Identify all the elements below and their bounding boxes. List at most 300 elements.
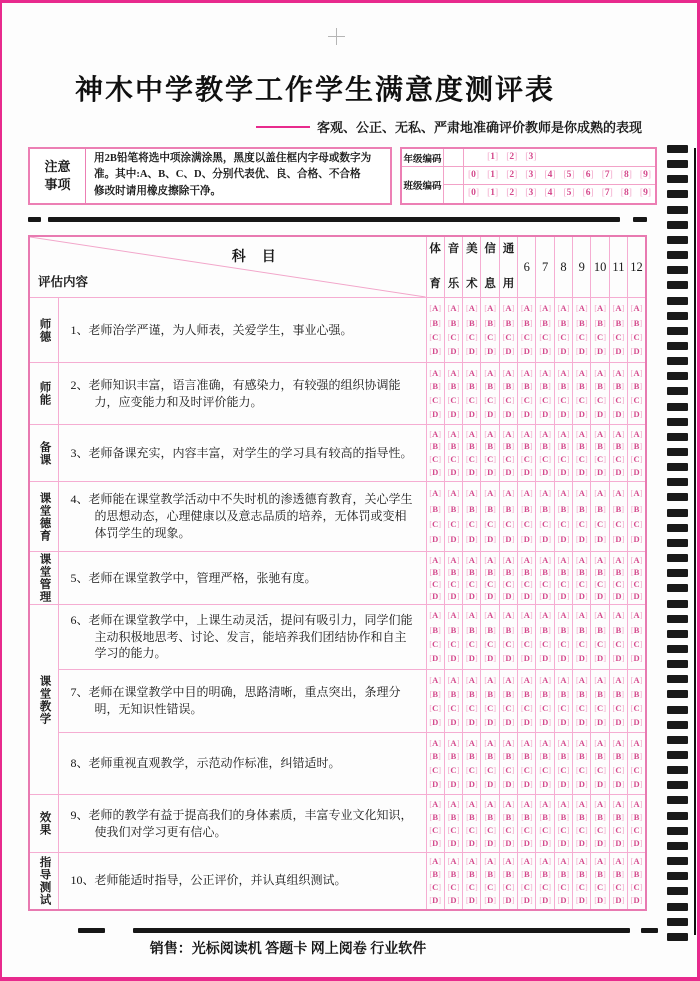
- answer-bubble-A[interactable]: [ A ]: [521, 369, 533, 378]
- answer-bubble-A[interactable]: [ A ]: [558, 611, 570, 620]
- answer-bubble-A[interactable]: [ A ]: [484, 800, 496, 809]
- answer-bubble-A[interactable]: [ A ]: [484, 857, 496, 866]
- answer-bubble-B[interactable]: [ B ]: [613, 442, 624, 451]
- answer-bubble-C[interactable]: [ C ]: [576, 580, 588, 589]
- answer-bubble-D[interactable]: [ D ]: [558, 535, 570, 544]
- answer-bubble-A[interactable]: [ A ]: [631, 369, 643, 378]
- answer-bubble-B[interactable]: [ B ]: [503, 382, 514, 391]
- answer-bubble-D[interactable]: [ D ]: [558, 468, 570, 477]
- answer-bubble-A[interactable]: [ A ]: [539, 800, 551, 809]
- answer-bubble-D[interactable]: [ D ]: [631, 780, 643, 789]
- answer-bubble-C[interactable]: [ C ]: [631, 520, 643, 529]
- answer-bubble-D[interactable]: [ D ]: [576, 592, 588, 601]
- answer-bubble-D[interactable]: [ D ]: [466, 592, 478, 601]
- answer-bubble-B[interactable]: [ B ]: [576, 752, 587, 761]
- answer-bubble-D[interactable]: [ D ]: [631, 535, 643, 544]
- answer-bubble-C[interactable]: [ C ]: [613, 640, 625, 649]
- answer-bubble-C[interactable]: [ C ]: [466, 333, 478, 342]
- answer-bubble-C[interactable]: [ C ]: [429, 883, 441, 892]
- answer-bubble-B[interactable]: [ B ]: [484, 568, 495, 577]
- answer-bubble-B[interactable]: [ B ]: [558, 870, 569, 879]
- grade-bubble-2[interactable]: [ 2 ]: [506, 153, 517, 163]
- answer-bubble-A[interactable]: [ A ]: [576, 611, 588, 620]
- answer-bubble-D[interactable]: [ D ]: [503, 468, 515, 477]
- answer-bubble-A[interactable]: [ A ]: [539, 676, 551, 685]
- answer-bubble-B[interactable]: [ B ]: [503, 870, 514, 879]
- answer-bubble-C[interactable]: [ C ]: [631, 826, 643, 835]
- answer-bubble-A[interactable]: [ A ]: [466, 369, 478, 378]
- answer-bubble-B[interactable]: [ B ]: [631, 382, 642, 391]
- answer-bubble-A[interactable]: [ A ]: [503, 611, 515, 620]
- class-bubble-6[interactable]: [ 6 ]: [583, 189, 594, 199]
- answer-bubble-B[interactable]: [ B ]: [594, 813, 605, 822]
- answer-bubble-D[interactable]: [ D ]: [631, 718, 643, 727]
- answer-bubble-B[interactable]: [ B ]: [558, 442, 569, 451]
- answer-bubble-C[interactable]: [ C ]: [594, 704, 606, 713]
- answer-bubble-A[interactable]: [ A ]: [503, 430, 515, 439]
- answer-bubble-D[interactable]: [ D ]: [594, 839, 606, 848]
- answer-bubble-B[interactable]: [ B ]: [466, 442, 477, 451]
- answer-bubble-D[interactable]: [ D ]: [429, 535, 441, 544]
- answer-bubble-A[interactable]: [ A ]: [539, 430, 551, 439]
- answer-bubble-C[interactable]: [ C ]: [448, 580, 460, 589]
- answer-bubble-B[interactable]: [ B ]: [594, 870, 605, 879]
- answer-bubble-A[interactable]: [ A ]: [594, 430, 606, 439]
- answer-bubble-C[interactable]: [ C ]: [631, 455, 643, 464]
- answer-bubble-C[interactable]: [ C ]: [448, 333, 460, 342]
- answer-bubble-C[interactable]: [ C ]: [613, 766, 625, 775]
- answer-bubble-D[interactable]: [ D ]: [521, 347, 533, 356]
- answer-bubble-B[interactable]: [ B ]: [429, 813, 440, 822]
- answer-bubble-C[interactable]: [ C ]: [484, 704, 496, 713]
- answer-bubble-D[interactable]: [ D ]: [484, 654, 496, 663]
- answer-bubble-D[interactable]: [ D ]: [429, 718, 441, 727]
- answer-bubble-B[interactable]: [ B ]: [448, 690, 459, 699]
- answer-bubble-D[interactable]: [ D ]: [576, 347, 588, 356]
- answer-bubble-D[interactable]: [ D ]: [613, 535, 625, 544]
- answer-bubble-C[interactable]: [ C ]: [594, 333, 606, 342]
- answer-bubble-C[interactable]: [ C ]: [594, 520, 606, 529]
- class-bubble-7[interactable]: [ 7 ]: [602, 189, 613, 199]
- answer-bubble-B[interactable]: [ B ]: [539, 505, 550, 514]
- answer-bubble-D[interactable]: [ D ]: [521, 535, 533, 544]
- answer-bubble-B[interactable]: [ B ]: [576, 690, 587, 699]
- answer-bubble-A[interactable]: [ A ]: [466, 304, 478, 313]
- answer-bubble-D[interactable]: [ D ]: [503, 592, 515, 601]
- answer-bubble-B[interactable]: [ B ]: [539, 870, 550, 879]
- class-code-write-cell[interactable]: [444, 185, 464, 203]
- answer-bubble-D[interactable]: [ D ]: [466, 654, 478, 663]
- answer-bubble-B[interactable]: [ B ]: [429, 752, 440, 761]
- answer-bubble-A[interactable]: [ A ]: [539, 556, 551, 565]
- answer-bubble-C[interactable]: [ C ]: [613, 333, 625, 342]
- answer-bubble-D[interactable]: [ D ]: [631, 839, 643, 848]
- answer-bubble-B[interactable]: [ B ]: [576, 442, 587, 451]
- answer-bubble-A[interactable]: [ A ]: [448, 369, 460, 378]
- answer-bubble-A[interactable]: [ A ]: [448, 304, 460, 313]
- answer-bubble-C[interactable]: [ C ]: [539, 580, 551, 589]
- answer-bubble-A[interactable]: [ A ]: [429, 369, 441, 378]
- answer-bubble-D[interactable]: [ D ]: [521, 654, 533, 663]
- class-bubble-3[interactable]: [ 3 ]: [525, 171, 536, 181]
- answer-bubble-D[interactable]: [ D ]: [466, 468, 478, 477]
- answer-bubble-B[interactable]: [ B ]: [521, 870, 532, 879]
- answer-bubble-B[interactable]: [ B ]: [503, 813, 514, 822]
- answer-bubble-D[interactable]: [ D ]: [594, 780, 606, 789]
- answer-bubble-C[interactable]: [ C ]: [558, 580, 570, 589]
- answer-bubble-D[interactable]: [ D ]: [466, 347, 478, 356]
- answer-bubble-B[interactable]: [ B ]: [503, 568, 514, 577]
- answer-bubble-A[interactable]: [ A ]: [466, 556, 478, 565]
- answer-bubble-D[interactable]: [ D ]: [429, 468, 441, 477]
- answer-bubble-D[interactable]: [ D ]: [448, 347, 460, 356]
- answer-bubble-B[interactable]: [ B ]: [484, 870, 495, 879]
- answer-bubble-D[interactable]: [ D ]: [429, 839, 441, 848]
- answer-bubble-C[interactable]: [ C ]: [539, 640, 551, 649]
- answer-bubble-C[interactable]: [ C ]: [484, 766, 496, 775]
- answer-bubble-B[interactable]: [ B ]: [594, 626, 605, 635]
- answer-bubble-A[interactable]: [ A ]: [613, 611, 625, 620]
- answer-bubble-C[interactable]: [ C ]: [503, 704, 515, 713]
- answer-bubble-B[interactable]: [ B ]: [539, 442, 550, 451]
- answer-bubble-B[interactable]: [ B ]: [484, 626, 495, 635]
- answer-bubble-D[interactable]: [ D ]: [448, 839, 460, 848]
- answer-bubble-D[interactable]: [ D ]: [558, 347, 570, 356]
- answer-bubble-B[interactable]: [ B ]: [521, 442, 532, 451]
- answer-bubble-B[interactable]: [ B ]: [484, 505, 495, 514]
- answer-bubble-B[interactable]: [ B ]: [539, 752, 550, 761]
- answer-bubble-C[interactable]: [ C ]: [594, 766, 606, 775]
- answer-bubble-C[interactable]: [ C ]: [539, 333, 551, 342]
- answer-bubble-B[interactable]: [ B ]: [521, 626, 532, 635]
- answer-bubble-D[interactable]: [ D ]: [631, 654, 643, 663]
- answer-bubble-A[interactable]: [ A ]: [539, 739, 551, 748]
- answer-bubble-C[interactable]: [ C ]: [521, 520, 533, 529]
- answer-bubble-B[interactable]: [ B ]: [558, 626, 569, 635]
- answer-bubble-A[interactable]: [ A ]: [484, 739, 496, 748]
- answer-bubble-C[interactable]: [ C ]: [594, 580, 606, 589]
- answer-bubble-D[interactable]: [ D ]: [448, 780, 460, 789]
- answer-bubble-B[interactable]: [ B ]: [594, 382, 605, 391]
- answer-bubble-D[interactable]: [ D ]: [448, 654, 460, 663]
- answer-bubble-D[interactable]: [ D ]: [429, 410, 441, 419]
- answer-bubble-C[interactable]: [ C ]: [466, 520, 478, 529]
- answer-bubble-D[interactable]: [ D ]: [448, 718, 460, 727]
- answer-bubble-D[interactable]: [ D ]: [558, 592, 570, 601]
- answer-bubble-B[interactable]: [ B ]: [613, 568, 624, 577]
- answer-bubble-C[interactable]: [ C ]: [448, 455, 460, 464]
- answer-bubble-D[interactable]: [ D ]: [503, 410, 515, 419]
- answer-bubble-C[interactable]: [ C ]: [594, 455, 606, 464]
- answer-bubble-C[interactable]: [ C ]: [521, 580, 533, 589]
- answer-bubble-B[interactable]: [ B ]: [466, 319, 477, 328]
- answer-bubble-D[interactable]: [ D ]: [484, 468, 496, 477]
- answer-bubble-B[interactable]: [ B ]: [466, 568, 477, 577]
- answer-bubble-A[interactable]: [ A ]: [521, 556, 533, 565]
- answer-bubble-A[interactable]: [ A ]: [503, 369, 515, 378]
- answer-bubble-D[interactable]: [ D ]: [521, 410, 533, 419]
- answer-bubble-A[interactable]: [ A ]: [429, 676, 441, 685]
- answer-bubble-B[interactable]: [ B ]: [558, 319, 569, 328]
- answer-bubble-A[interactable]: [ A ]: [631, 304, 643, 313]
- answer-bubble-C[interactable]: [ C ]: [484, 580, 496, 589]
- answer-bubble-D[interactable]: [ D ]: [558, 410, 570, 419]
- answer-bubble-C[interactable]: [ C ]: [484, 826, 496, 835]
- answer-bubble-A[interactable]: [ A ]: [503, 800, 515, 809]
- class-bubble-2[interactable]: [ 2 ]: [506, 189, 517, 199]
- answer-bubble-A[interactable]: [ A ]: [521, 489, 533, 498]
- answer-bubble-B[interactable]: [ B ]: [484, 752, 495, 761]
- answer-bubble-A[interactable]: [ A ]: [558, 857, 570, 866]
- answer-bubble-A[interactable]: [ A ]: [429, 739, 441, 748]
- answer-bubble-B[interactable]: [ B ]: [521, 505, 532, 514]
- answer-bubble-D[interactable]: [ D ]: [613, 718, 625, 727]
- answer-bubble-B[interactable]: [ B ]: [613, 813, 624, 822]
- answer-bubble-C[interactable]: [ C ]: [466, 826, 478, 835]
- answer-bubble-D[interactable]: [ D ]: [558, 718, 570, 727]
- answer-bubble-C[interactable]: [ C ]: [503, 396, 515, 405]
- answer-bubble-A[interactable]: [ A ]: [503, 857, 515, 866]
- answer-bubble-A[interactable]: [ A ]: [429, 430, 441, 439]
- answer-bubble-D[interactable]: [ D ]: [466, 780, 478, 789]
- answer-bubble-C[interactable]: [ C ]: [558, 883, 570, 892]
- answer-bubble-C[interactable]: [ C ]: [558, 520, 570, 529]
- answer-bubble-C[interactable]: [ C ]: [594, 640, 606, 649]
- answer-bubble-C[interactable]: [ C ]: [466, 883, 478, 892]
- answer-bubble-D[interactable]: [ D ]: [521, 592, 533, 601]
- answer-bubble-D[interactable]: [ D ]: [484, 410, 496, 419]
- answer-bubble-C[interactable]: [ C ]: [521, 396, 533, 405]
- answer-bubble-B[interactable]: [ B ]: [558, 568, 569, 577]
- answer-bubble-A[interactable]: [ A ]: [521, 676, 533, 685]
- answer-bubble-D[interactable]: [ D ]: [448, 896, 460, 905]
- answer-bubble-A[interactable]: [ A ]: [448, 739, 460, 748]
- answer-bubble-B[interactable]: [ B ]: [631, 690, 642, 699]
- answer-bubble-C[interactable]: [ C ]: [521, 333, 533, 342]
- answer-bubble-A[interactable]: [ A ]: [631, 739, 643, 748]
- answer-bubble-C[interactable]: [ C ]: [521, 826, 533, 835]
- answer-bubble-D[interactable]: [ D ]: [576, 718, 588, 727]
- class-bubble-8[interactable]: [ 8 ]: [621, 171, 632, 181]
- answer-bubble-C[interactable]: [ C ]: [594, 396, 606, 405]
- answer-bubble-A[interactable]: [ A ]: [558, 556, 570, 565]
- answer-bubble-B[interactable]: [ B ]: [448, 752, 459, 761]
- answer-bubble-A[interactable]: [ A ]: [521, 430, 533, 439]
- answer-bubble-B[interactable]: [ B ]: [429, 568, 440, 577]
- answer-bubble-C[interactable]: [ C ]: [539, 396, 551, 405]
- answer-bubble-D[interactable]: [ D ]: [539, 592, 551, 601]
- answer-bubble-D[interactable]: [ D ]: [429, 896, 441, 905]
- answer-bubble-D[interactable]: [ D ]: [521, 718, 533, 727]
- answer-bubble-D[interactable]: [ D ]: [539, 839, 551, 848]
- answer-bubble-C[interactable]: [ C ]: [613, 704, 625, 713]
- answer-bubble-B[interactable]: [ B ]: [576, 568, 587, 577]
- answer-bubble-C[interactable]: [ C ]: [429, 580, 441, 589]
- answer-bubble-B[interactable]: [ B ]: [613, 319, 624, 328]
- answer-bubble-D[interactable]: [ D ]: [539, 535, 551, 544]
- answer-bubble-B[interactable]: [ B ]: [466, 626, 477, 635]
- answer-bubble-B[interactable]: [ B ]: [466, 813, 477, 822]
- answer-bubble-D[interactable]: [ D ]: [539, 780, 551, 789]
- answer-bubble-A[interactable]: [ A ]: [429, 857, 441, 866]
- answer-bubble-A[interactable]: [ A ]: [576, 857, 588, 866]
- answer-bubble-D[interactable]: [ D ]: [484, 718, 496, 727]
- answer-bubble-C[interactable]: [ C ]: [576, 826, 588, 835]
- answer-bubble-B[interactable]: [ B ]: [521, 813, 532, 822]
- answer-bubble-C[interactable]: [ C ]: [558, 455, 570, 464]
- answer-bubble-B[interactable]: [ B ]: [466, 870, 477, 879]
- answer-bubble-B[interactable]: [ B ]: [448, 505, 459, 514]
- answer-bubble-B[interactable]: [ B ]: [539, 626, 550, 635]
- answer-bubble-A[interactable]: [ A ]: [484, 556, 496, 565]
- answer-bubble-B[interactable]: [ B ]: [484, 382, 495, 391]
- answer-bubble-B[interactable]: [ B ]: [429, 319, 440, 328]
- answer-bubble-C[interactable]: [ C ]: [539, 883, 551, 892]
- answer-bubble-A[interactable]: [ A ]: [503, 676, 515, 685]
- answer-bubble-B[interactable]: [ B ]: [631, 752, 642, 761]
- class-bubble-9[interactable]: [ 9 ]: [640, 171, 651, 181]
- answer-bubble-B[interactable]: [ B ]: [466, 690, 477, 699]
- answer-bubble-A[interactable]: [ A ]: [613, 800, 625, 809]
- answer-bubble-A[interactable]: [ A ]: [576, 556, 588, 565]
- answer-bubble-C[interactable]: [ C ]: [429, 826, 441, 835]
- answer-bubble-A[interactable]: [ A ]: [594, 800, 606, 809]
- answer-bubble-B[interactable]: [ B ]: [429, 442, 440, 451]
- answer-bubble-A[interactable]: [ A ]: [466, 611, 478, 620]
- grade-code-write-cell[interactable]: [444, 149, 464, 167]
- answer-bubble-C[interactable]: [ C ]: [576, 333, 588, 342]
- class-bubble-0[interactable]: [ 0 ]: [468, 189, 479, 199]
- answer-bubble-A[interactable]: [ A ]: [429, 611, 441, 620]
- answer-bubble-A[interactable]: [ A ]: [594, 676, 606, 685]
- answer-bubble-D[interactable]: [ D ]: [484, 535, 496, 544]
- answer-bubble-C[interactable]: [ C ]: [576, 396, 588, 405]
- answer-bubble-C[interactable]: [ C ]: [429, 704, 441, 713]
- answer-bubble-A[interactable]: [ A ]: [576, 489, 588, 498]
- answer-bubble-A[interactable]: [ A ]: [558, 800, 570, 809]
- answer-bubble-B[interactable]: [ B ]: [613, 870, 624, 879]
- answer-bubble-B[interactable]: [ B ]: [558, 505, 569, 514]
- answer-bubble-B[interactable]: [ B ]: [448, 870, 459, 879]
- answer-bubble-C[interactable]: [ C ]: [484, 883, 496, 892]
- class-code-write-cell[interactable]: [444, 167, 464, 185]
- answer-bubble-D[interactable]: [ D ]: [429, 780, 441, 789]
- answer-bubble-B[interactable]: [ B ]: [466, 382, 477, 391]
- answer-bubble-C[interactable]: [ C ]: [503, 640, 515, 649]
- answer-bubble-B[interactable]: [ B ]: [631, 505, 642, 514]
- answer-bubble-D[interactable]: [ D ]: [448, 592, 460, 601]
- answer-bubble-C[interactable]: [ C ]: [448, 883, 460, 892]
- answer-bubble-A[interactable]: [ A ]: [613, 369, 625, 378]
- answer-bubble-D[interactable]: [ D ]: [484, 896, 496, 905]
- class-bubble-4[interactable]: [ 4 ]: [544, 171, 555, 181]
- answer-bubble-A[interactable]: [ A ]: [594, 611, 606, 620]
- answer-bubble-C[interactable]: [ C ]: [631, 580, 643, 589]
- answer-bubble-B[interactable]: [ B ]: [558, 382, 569, 391]
- answer-bubble-C[interactable]: [ C ]: [576, 704, 588, 713]
- answer-bubble-A[interactable]: [ A ]: [576, 369, 588, 378]
- answer-bubble-B[interactable]: [ B ]: [484, 319, 495, 328]
- answer-bubble-D[interactable]: [ D ]: [594, 535, 606, 544]
- answer-bubble-A[interactable]: [ A ]: [594, 369, 606, 378]
- answer-bubble-B[interactable]: [ B ]: [631, 870, 642, 879]
- answer-bubble-C[interactable]: [ C ]: [594, 883, 606, 892]
- answer-bubble-B[interactable]: [ B ]: [503, 505, 514, 514]
- answer-bubble-B[interactable]: [ B ]: [539, 319, 550, 328]
- answer-bubble-B[interactable]: [ B ]: [576, 505, 587, 514]
- answer-bubble-B[interactable]: [ B ]: [539, 382, 550, 391]
- answer-bubble-A[interactable]: [ A ]: [594, 304, 606, 313]
- answer-bubble-B[interactable]: [ B ]: [521, 319, 532, 328]
- answer-bubble-B[interactable]: [ B ]: [448, 319, 459, 328]
- answer-bubble-B[interactable]: [ B ]: [613, 690, 624, 699]
- answer-bubble-A[interactable]: [ A ]: [503, 304, 515, 313]
- answer-bubble-B[interactable]: [ B ]: [539, 690, 550, 699]
- answer-bubble-A[interactable]: [ A ]: [484, 369, 496, 378]
- answer-bubble-C[interactable]: [ C ]: [521, 455, 533, 464]
- class-bubble-8[interactable]: [ 8 ]: [621, 189, 632, 199]
- answer-bubble-B[interactable]: [ B ]: [448, 442, 459, 451]
- answer-bubble-D[interactable]: [ D ]: [576, 468, 588, 477]
- answer-bubble-C[interactable]: [ C ]: [484, 520, 496, 529]
- answer-bubble-A[interactable]: [ A ]: [576, 676, 588, 685]
- answer-bubble-C[interactable]: [ C ]: [613, 826, 625, 835]
- answer-bubble-D[interactable]: [ D ]: [631, 468, 643, 477]
- answer-bubble-C[interactable]: [ C ]: [466, 766, 478, 775]
- answer-bubble-D[interactable]: [ D ]: [521, 780, 533, 789]
- answer-bubble-D[interactable]: [ D ]: [466, 718, 478, 727]
- answer-bubble-C[interactable]: [ C ]: [631, 766, 643, 775]
- answer-bubble-D[interactable]: [ D ]: [484, 347, 496, 356]
- answer-bubble-C[interactable]: [ C ]: [484, 396, 496, 405]
- answer-bubble-D[interactable]: [ D ]: [613, 592, 625, 601]
- answer-bubble-C[interactable]: [ C ]: [576, 883, 588, 892]
- answer-bubble-B[interactable]: [ B ]: [594, 752, 605, 761]
- answer-bubble-C[interactable]: [ C ]: [613, 580, 625, 589]
- answer-bubble-D[interactable]: [ D ]: [613, 654, 625, 663]
- answer-bubble-B[interactable]: [ B ]: [521, 690, 532, 699]
- answer-bubble-B[interactable]: [ B ]: [484, 690, 495, 699]
- answer-bubble-A[interactable]: [ A ]: [539, 369, 551, 378]
- answer-bubble-C[interactable]: [ C ]: [558, 333, 570, 342]
- answer-bubble-C[interactable]: [ C ]: [484, 455, 496, 464]
- answer-bubble-A[interactable]: [ A ]: [631, 611, 643, 620]
- answer-bubble-D[interactable]: [ D ]: [631, 896, 643, 905]
- answer-bubble-D[interactable]: [ D ]: [484, 780, 496, 789]
- answer-bubble-D[interactable]: [ D ]: [558, 839, 570, 848]
- answer-bubble-B[interactable]: [ B ]: [429, 505, 440, 514]
- answer-bubble-C[interactable]: [ C ]: [558, 704, 570, 713]
- answer-bubble-B[interactable]: [ B ]: [539, 568, 550, 577]
- answer-bubble-A[interactable]: [ A ]: [594, 556, 606, 565]
- grade-bubble-1[interactable]: [ 1 ]: [487, 153, 498, 163]
- answer-bubble-A[interactable]: [ A ]: [539, 857, 551, 866]
- class-bubble-2[interactable]: [ 2 ]: [506, 171, 517, 181]
- answer-bubble-C[interactable]: [ C ]: [521, 640, 533, 649]
- answer-bubble-C[interactable]: [ C ]: [594, 826, 606, 835]
- answer-bubble-B[interactable]: [ B ]: [521, 568, 532, 577]
- answer-bubble-D[interactable]: [ D ]: [448, 410, 460, 419]
- answer-bubble-D[interactable]: [ D ]: [466, 410, 478, 419]
- answer-bubble-C[interactable]: [ C ]: [503, 826, 515, 835]
- answer-bubble-D[interactable]: [ D ]: [594, 592, 606, 601]
- answer-bubble-A[interactable]: [ A ]: [484, 676, 496, 685]
- answer-bubble-D[interactable]: [ D ]: [594, 347, 606, 356]
- answer-bubble-C[interactable]: [ C ]: [631, 883, 643, 892]
- answer-bubble-A[interactable]: [ A ]: [613, 304, 625, 313]
- answer-bubble-C[interactable]: [ C ]: [539, 520, 551, 529]
- answer-bubble-B[interactable]: [ B ]: [631, 442, 642, 451]
